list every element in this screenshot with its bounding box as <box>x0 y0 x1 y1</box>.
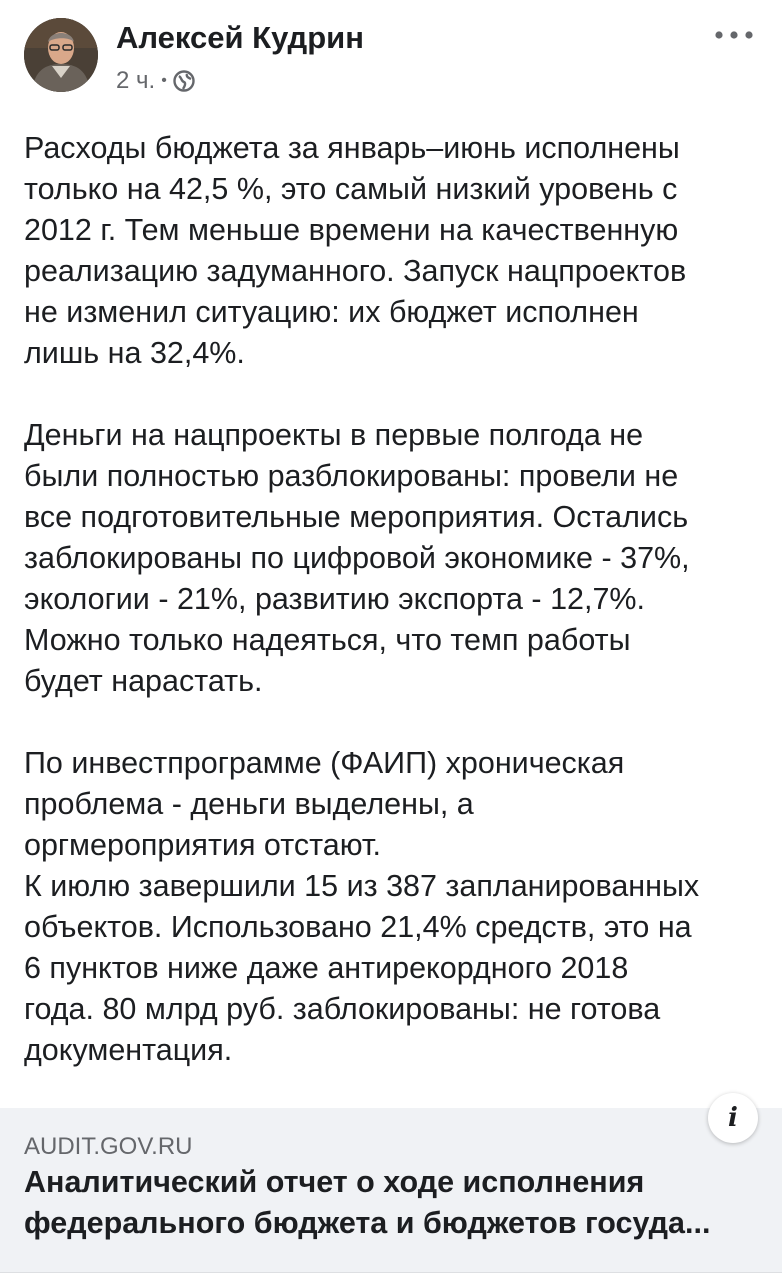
text-line: проблема - деньги выделены, а <box>24 787 474 821</box>
post-header <box>0 0 782 110</box>
text-line: К июлю завершили 15 из 387 запланированных <box>24 869 700 903</box>
post-meta <box>116 66 195 96</box>
text-line: Расходы бюджета за январь–июнь исполнены <box>24 131 680 165</box>
post-paragraph <box>24 415 764 702</box>
text-line: все подготовительные мероприятия. Остались <box>24 500 689 534</box>
post-divider <box>0 1272 782 1280</box>
text-line: только на 42,5 %, это самый низкий уровень с <box>24 172 678 206</box>
text-line: Деньги на нацпроекты в первые полгода не <box>24 418 644 452</box>
post-paragraph <box>24 128 764 374</box>
text-line: объектов. Использовано 21,4% средств, это на <box>24 910 692 944</box>
meta-separator: • <box>161 72 167 89</box>
text-line: По инвестпрограмме (ФАИП) хроническая <box>24 746 625 780</box>
post-paragraph <box>24 743 764 1071</box>
text-line: 2012 г. Тем меньше времени на качественную <box>24 213 679 247</box>
text-line: будет нарастать. <box>24 664 263 698</box>
link-domain: AUDIT.GOV.RU <box>24 1133 193 1160</box>
link-title[interactable] <box>24 1136 764 1244</box>
text-line: экологии - 21%, развитию экспорта - 12,7%. <box>24 582 646 616</box>
post-time[interactable]: 2 ч. <box>116 67 156 94</box>
text-line: реализацию задуманного. Запуск нацпроектов <box>24 254 687 288</box>
text-line: года. 80 млрд руб. заблокированы: не готова <box>24 992 661 1026</box>
text-line: заблокированы по цифровой экономике - 37%, <box>24 541 690 575</box>
info-button[interactable] <box>708 1093 758 1143</box>
info-icon: i <box>728 1103 738 1133</box>
text-line: не изменил ситуацию: их бюджет исполнен <box>24 295 639 329</box>
text-line: оргмероприятия отстают. <box>24 828 381 862</box>
more-horizontal-icon <box>714 30 754 40</box>
text-line: были полностью разблокированы: провели не <box>24 459 679 493</box>
text-line: Можно только надеяться, что темп работы <box>24 623 631 657</box>
link-title-line: федерального бюджета и бюджетов госуда... <box>24 1206 711 1240</box>
author-name[interactable]: Алексей Кудрин <box>116 20 364 55</box>
globe-icon[interactable] <box>173 70 195 92</box>
text-line: 6 пунктов ниже даже антирекордного 2018 <box>24 951 629 985</box>
text-line: лишь на 32,4%. <box>24 336 245 370</box>
text-line: документация. <box>24 1033 233 1067</box>
more-options-button[interactable] <box>706 20 762 50</box>
author-avatar[interactable] <box>24 18 98 92</box>
author-photo <box>24 18 98 92</box>
post-text <box>24 128 764 1071</box>
link-title-line: Аналитический отчет о ходе исполнения <box>24 1165 645 1199</box>
